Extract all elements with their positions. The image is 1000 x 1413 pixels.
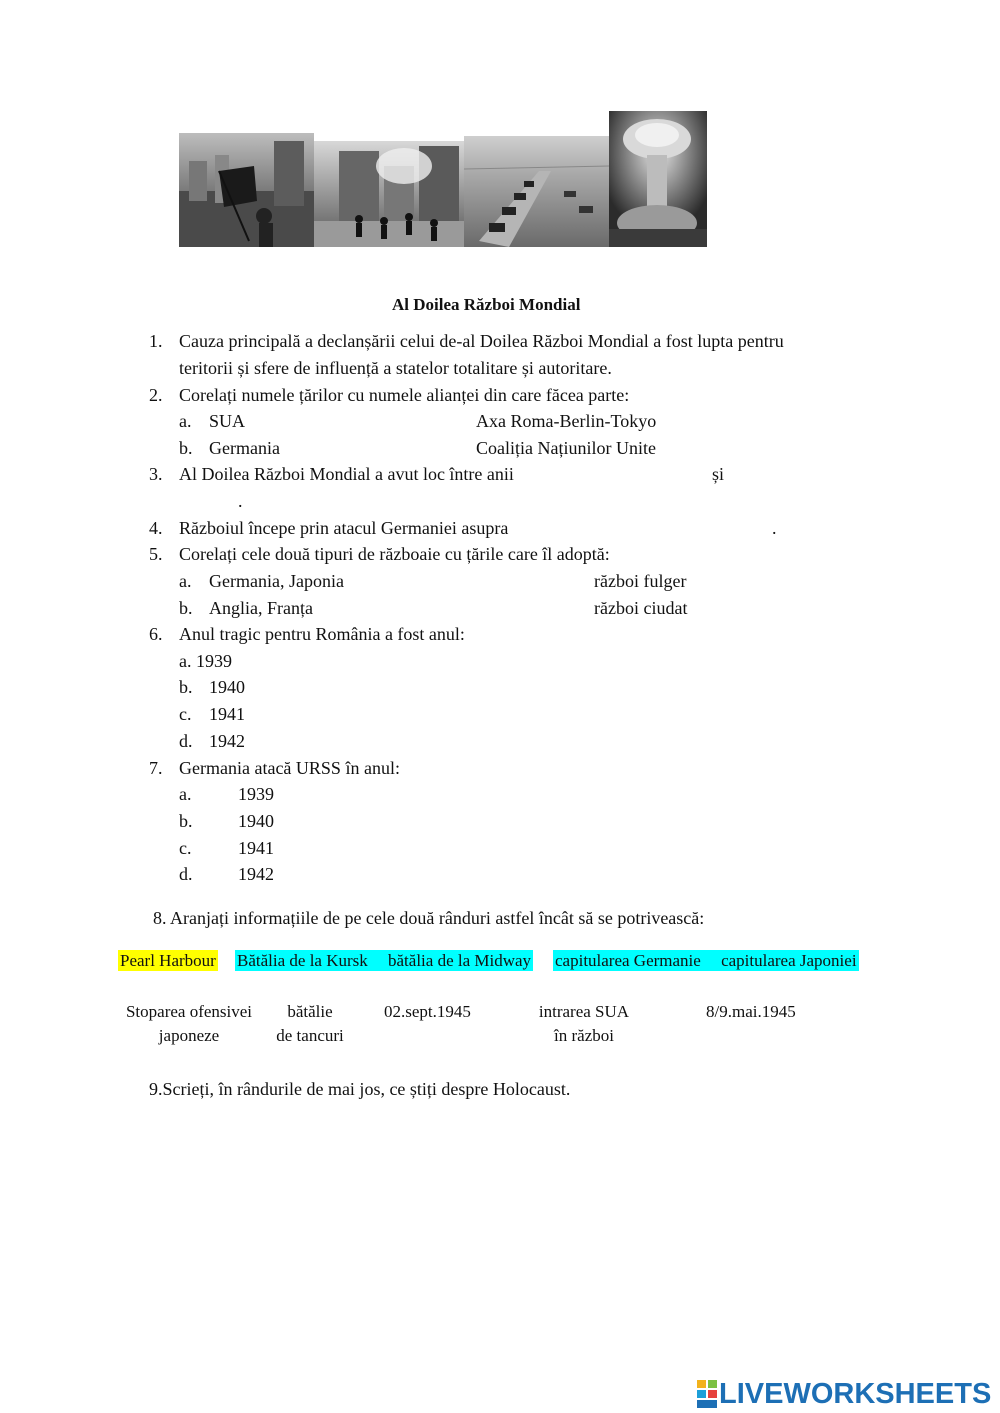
q8-text: 8. Aranjați informațiile de pe cele două rânduri astfel încât să se potrivească:	[153, 908, 705, 928]
q2-number: 2.	[149, 385, 163, 405]
q5-text: Corelați cele două tipuri de războaie cu țările care îl adoptă:	[179, 544, 610, 564]
q1-number: 1.	[149, 331, 163, 351]
q5-row-b-countries[interactable]: Anglia, Franța	[209, 598, 313, 618]
q8-detail-2-line2: de tancuri	[276, 1026, 344, 1045]
q8-detail-4[interactable]	[530, 1001, 638, 1047]
q7-option-d-value[interactable]: 1942	[238, 864, 274, 884]
q3-number: 3.	[149, 464, 163, 484]
q7-option-a-value[interactable]: 1939	[238, 784, 274, 804]
q7-text: Germania atacă URSS în anul:	[179, 758, 400, 778]
q6-option-b-value[interactable]: 1940	[209, 677, 245, 697]
q8-event-pearl-harbour[interactable]	[118, 950, 218, 972]
q2-text: Corelați numele țărilor cu numele alianței din care făcea parte:	[179, 385, 630, 405]
q7-option-a-letter: a.	[179, 784, 192, 804]
q8-event-midway[interactable]: bătălia de la Midway	[388, 951, 532, 970]
photo-street-battle	[314, 141, 464, 247]
q5-number: 5.	[149, 544, 163, 564]
q5-row-a-countries[interactable]: Germania, Japonia	[209, 571, 344, 591]
q8-event-pearl-harbour-label: Pearl Harbour	[120, 951, 216, 970]
q7-option-b-value[interactable]: 1940	[238, 811, 274, 831]
q7-number: 7.	[149, 758, 163, 778]
liveworksheets-logo	[697, 1377, 991, 1411]
q3-and: și	[712, 464, 725, 484]
q1-text-line1: Cauza principală a declanșării celui de-al Doilea Război Mondial a fost lupta pentru	[179, 331, 784, 351]
q8-detail-1-line1: Stoparea ofensivei	[125, 1002, 253, 1021]
worksheet-title: Al Doilea Război Mondial	[392, 295, 581, 314]
q8-event-germany-capitulation[interactable]: capitularea Germanie	[555, 951, 701, 970]
q8-event-japan-capitulation[interactable]: capitularea Japoniei	[721, 951, 857, 970]
liveworksheets-icon	[697, 1380, 719, 1408]
q6-option-a-value: 1939	[196, 651, 232, 671]
q3-end-period: .	[238, 491, 243, 511]
q7-option-c-value[interactable]: 1941	[238, 838, 274, 858]
q6-option-c-value[interactable]: 1941	[209, 704, 245, 724]
q9-text: 9.Scrieți, în rândurile de mai jos, ce știți despre Holocaust.	[149, 1079, 571, 1099]
q5-row-a-letter: a.	[179, 571, 192, 591]
q4-number: 4.	[149, 518, 163, 538]
q5-row-a-war-type[interactable]: război fulger	[594, 571, 687, 591]
q8-detail-4-line1: intrarea SUA	[538, 1002, 630, 1021]
q7-option-b-letter: b.	[179, 811, 193, 831]
q7-option-d-letter: d.	[179, 864, 193, 884]
q8-detail-3[interactable]: 02.sept.1945	[384, 1002, 471, 1021]
q8-detail-1-line2: japoneze	[158, 1026, 220, 1045]
q2-row-a-country[interactable]: SUA	[209, 411, 246, 431]
q9-answer-area[interactable]	[149, 1110, 849, 1330]
q2-row-b-alliance[interactable]: Coaliția Națiunilor Unite	[476, 438, 656, 458]
q6-option-a-letter: a.	[179, 651, 192, 671]
q2-row-a-alliance[interactable]: Axa Roma-Berlin-Tokyo	[476, 411, 657, 431]
q5-row-b-letter: b.	[179, 598, 193, 618]
q4-end-period: .	[772, 518, 777, 538]
q4-text: Războiul începe prin atacul Germaniei asupra	[179, 518, 509, 538]
q4-country-input[interactable]	[552, 515, 767, 539]
q3-start-year-input[interactable]	[556, 461, 704, 485]
q6-option-a[interactable]	[179, 650, 232, 672]
q2-row-b-country[interactable]: Germania	[209, 438, 280, 458]
header-photo-collage	[179, 111, 707, 247]
photo-mushroom-cloud	[609, 111, 707, 247]
liveworksheets-wordmark: LIVEWORKSHEETS	[719, 1377, 992, 1410]
q2-row-a-letter: a.	[179, 411, 192, 431]
q3-text: Al Doilea Război Mondial a avut loc între anii	[179, 464, 514, 484]
q8-detail-1[interactable]	[119, 1001, 259, 1047]
q8-detail-2-line1: bătălie	[287, 1002, 333, 1021]
q7-option-c-letter: c.	[179, 838, 192, 858]
photo-reichstag-flag	[179, 133, 314, 247]
q6-number: 6.	[149, 624, 163, 644]
q6-option-d-value[interactable]: 1942	[209, 731, 245, 751]
q6-text: Anul tragic pentru România a fost anul:	[179, 624, 465, 644]
q3-end-year-input[interactable]	[179, 487, 231, 511]
q8-event-kursk[interactable]: Bătălia de la Kursk	[237, 951, 368, 970]
q5-row-b-war-type[interactable]: război ciudat	[594, 598, 688, 618]
photo-tank-column	[464, 136, 609, 247]
q8-detail-4-line2: în război	[554, 1026, 614, 1045]
q1-text-line2: teritorii și sfere de influență a statelor totalitare și autoritare.	[179, 358, 612, 378]
q8-detail-5[interactable]: 8/9.mai.1945	[706, 1002, 796, 1021]
q6-option-b-letter: b.	[179, 677, 193, 697]
q8-events-cyan-group	[235, 950, 533, 972]
q8-detail-2[interactable]	[262, 1001, 358, 1047]
q6-option-c-letter: c.	[179, 704, 192, 724]
q8-events-cyan-group-2	[553, 950, 859, 972]
q2-row-b-letter: b.	[179, 438, 193, 458]
q6-option-d-letter: d.	[179, 731, 193, 751]
